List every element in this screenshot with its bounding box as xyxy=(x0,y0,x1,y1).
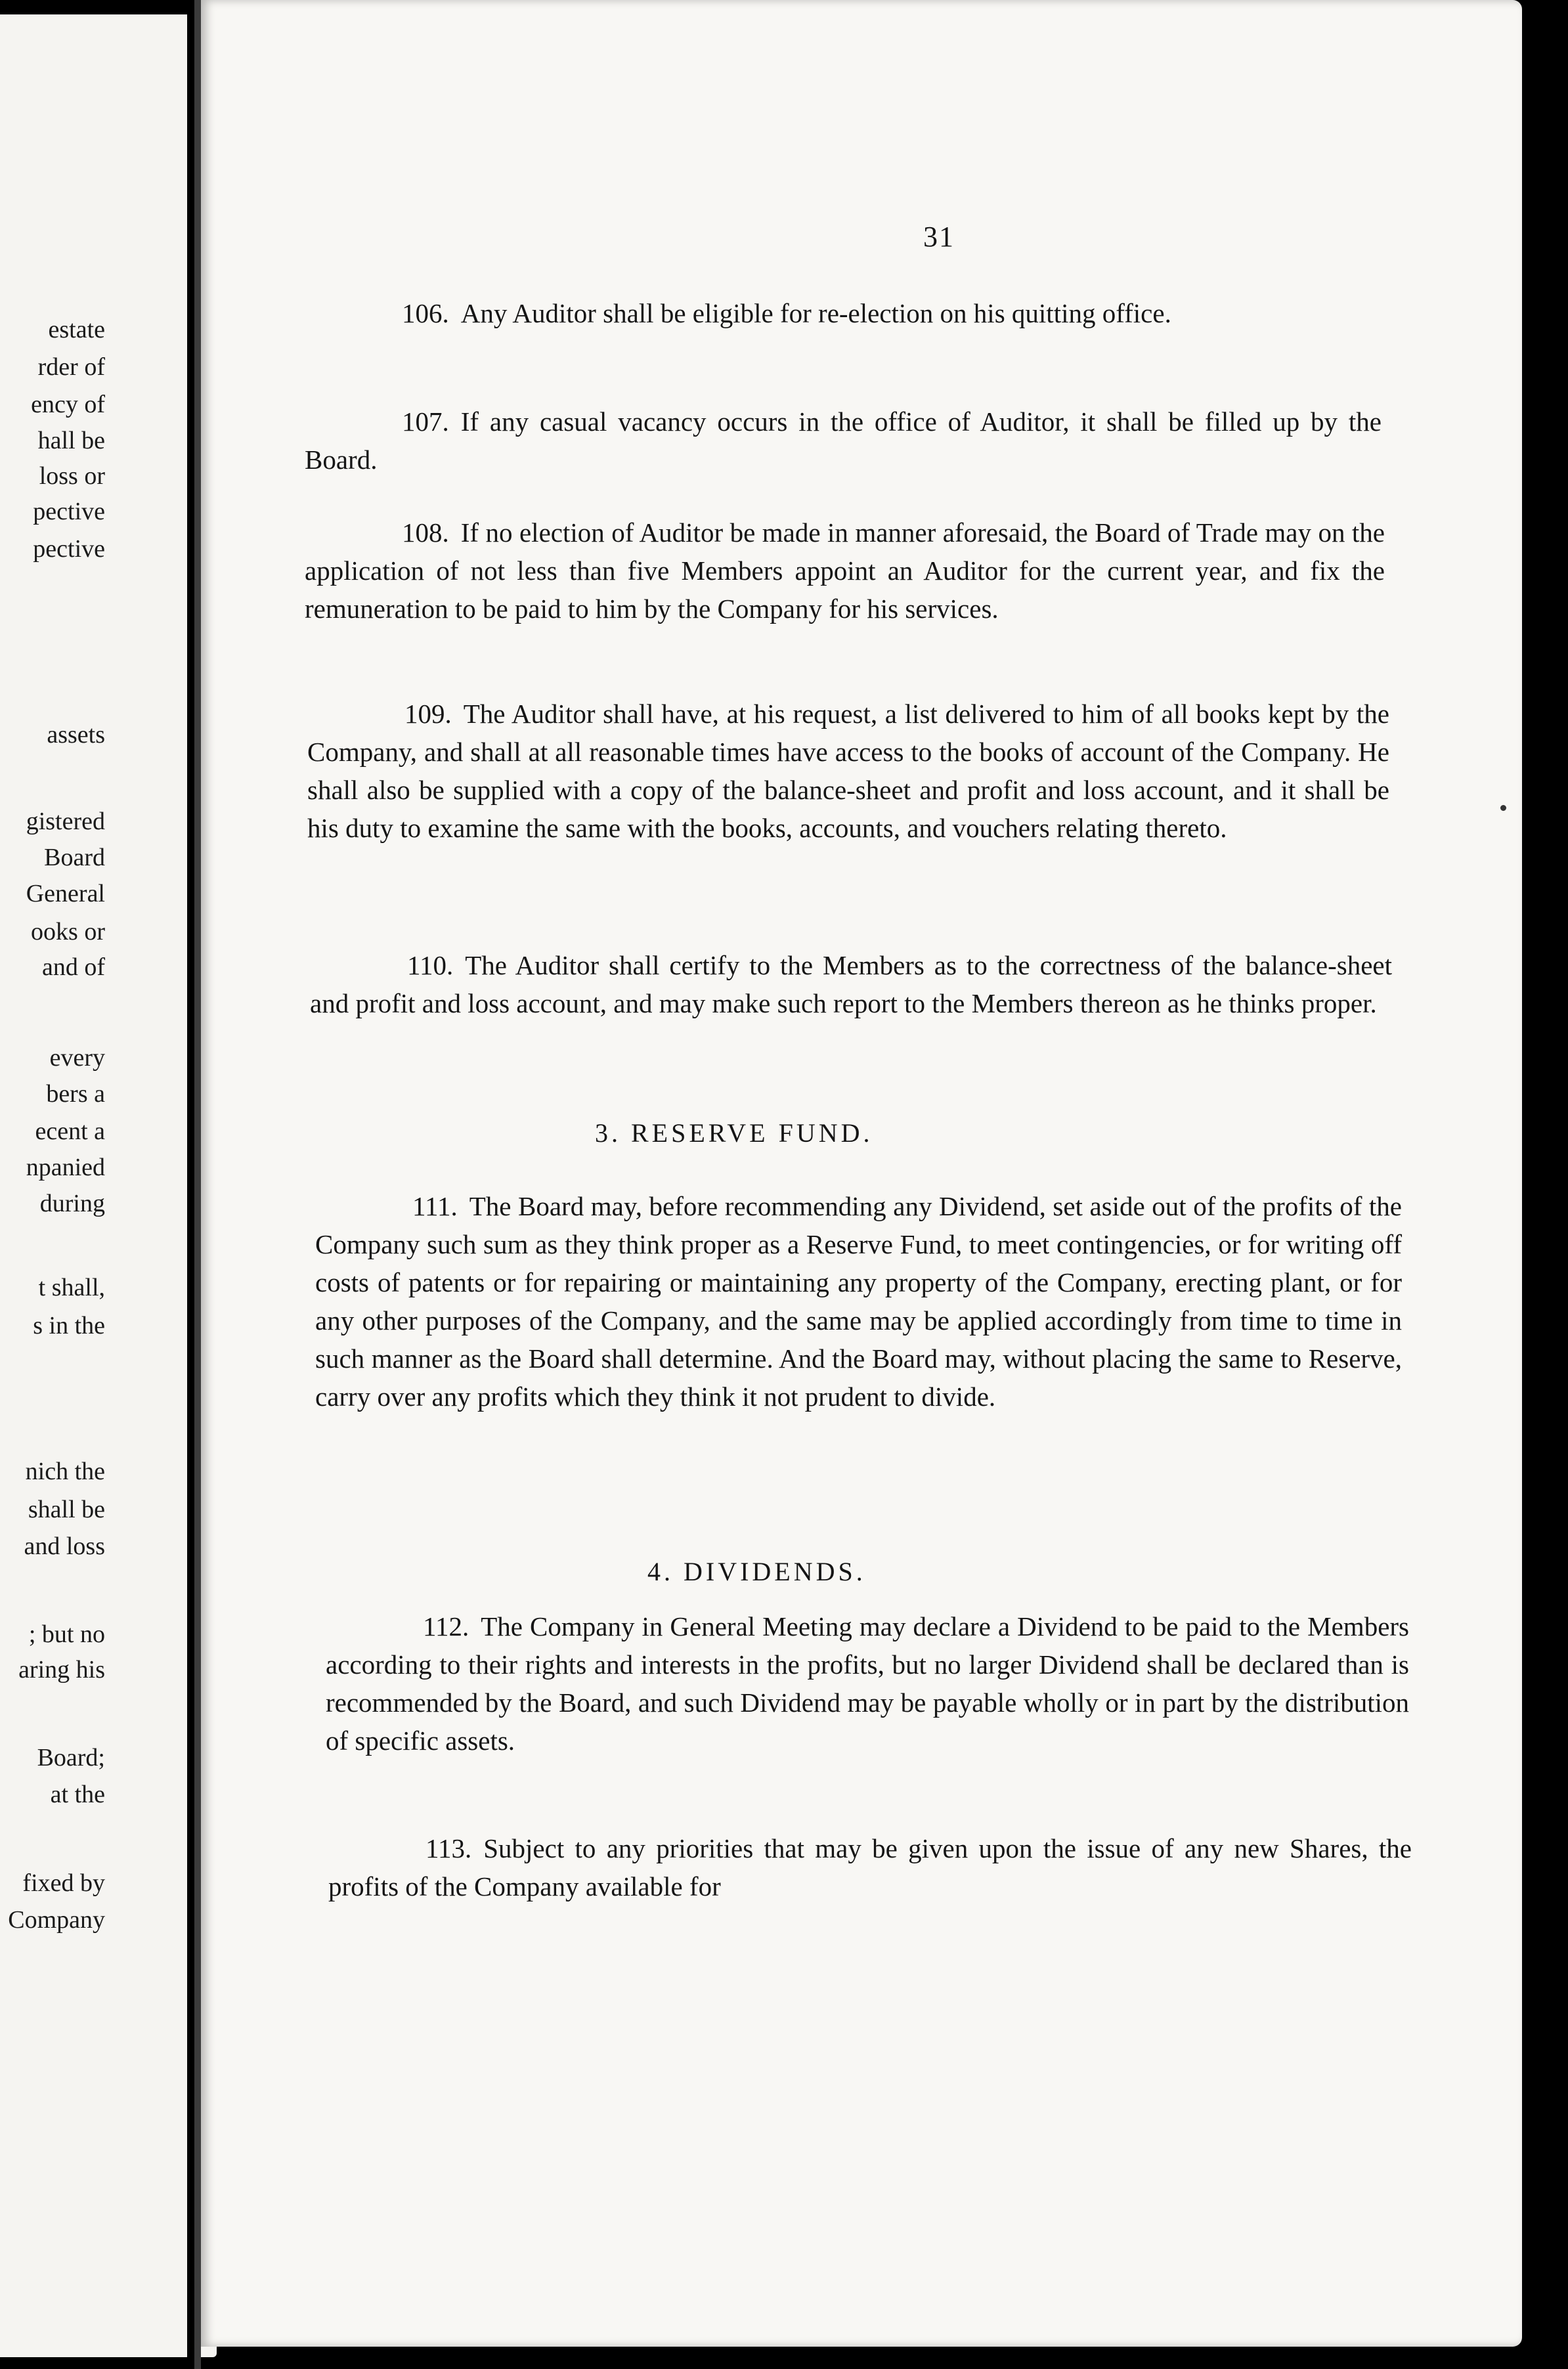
facing-page-line: ; but no xyxy=(28,1620,105,1648)
facing-page-line: Board xyxy=(44,844,105,871)
clause-number: 109. xyxy=(404,699,452,729)
facing-page-line: shall be xyxy=(28,1496,105,1523)
facing-page-line: and of xyxy=(41,953,105,981)
clause-text: Any Auditor shall be eligible for re-election on his quitting office. xyxy=(460,298,1171,328)
clause-107 xyxy=(305,402,1382,479)
facing-page-line: estate xyxy=(48,316,105,343)
clause-text: If any casual vacancy occurs in the office of Auditor, it shall be filled up by the Board. xyxy=(305,406,1382,475)
clause-108 xyxy=(305,513,1385,628)
facing-page-line: every xyxy=(49,1044,105,1072)
facing-page-line: and loss xyxy=(24,1532,105,1560)
facing-page-line: ecent a xyxy=(35,1118,105,1145)
facing-page-line: Board; xyxy=(37,1744,105,1771)
facing-page-line: hall be xyxy=(37,427,105,454)
clause-text: If no election of Auditor be made in manner aforesaid, the Board of Trade may on the application of not less than five Members appoint an Auditor for the current year, and fix the remuneration to be paid to him by the Company for his services. xyxy=(305,517,1385,624)
section-heading-reserve-fund: 3. RESERVE FUND. xyxy=(595,1118,873,1148)
ink-speck xyxy=(1500,805,1506,811)
section-heading-dividends: 4. DIVIDENDS. xyxy=(647,1557,866,1586)
facing-page-line: ency of xyxy=(31,391,105,418)
facing-page-fragment xyxy=(0,14,217,2357)
facing-page-line: Company xyxy=(8,1906,105,1934)
clause-number: 113. xyxy=(425,1833,472,1863)
facing-page-line: assets xyxy=(47,721,105,749)
clause-106 xyxy=(305,294,1382,332)
clause-text: The Auditor shall have, at his request, a list delivered to him of all books kept by the Company, and shall at all reasonable times have access to the books of account of the Company. He shall also be supplied with a copy of the balance-sheet and profit and loss account, and it shall be his duty to examine the same with the books, accounts, and vouchers relating thereto. xyxy=(307,699,1389,843)
facing-page-line: bers a xyxy=(46,1080,105,1108)
facing-page-line: aring his xyxy=(18,1656,105,1684)
facing-page-line: during xyxy=(39,1190,105,1217)
facing-page-line: nich the xyxy=(25,1458,105,1485)
clause-number: 110. xyxy=(407,950,454,980)
clause-109 xyxy=(307,695,1389,847)
clause-110 xyxy=(310,946,1392,1022)
page-edge xyxy=(194,0,201,2369)
facing-page-line: pective xyxy=(33,498,105,525)
clause-text: Subject to any priorities that may be given upon the issue of any new Shares, the profits of the Company available for xyxy=(328,1833,1412,1902)
clause-112 xyxy=(326,1607,1409,1760)
clause-113 xyxy=(328,1829,1412,1905)
page-number: 31 xyxy=(923,221,955,253)
facing-page-line: npanied xyxy=(26,1154,105,1181)
facing-page-line: loss or xyxy=(39,462,105,490)
clause-number: 106. xyxy=(402,298,449,328)
facing-page-line: t shall, xyxy=(38,1274,105,1301)
clause-number: 112. xyxy=(423,1611,469,1641)
clause-text: The Board may, before recommending any Dividend, set aside out of the profits of the Company such sum as they think proper as a Reserve Fund, to meet contingencies, or for writing off costs of patents or for repairing or maintaining any property of the Company, erecting plant, or for any other purposes of the Company, and the same may be applied accordingly from time to time in such manner as the Board shall determine. And the Board may, without placing the same to Reserve, carry over any profits which they think it not prudent to divide. xyxy=(315,1191,1402,1412)
clause-number: 108. xyxy=(402,517,449,548)
facing-page-line: General xyxy=(26,880,105,907)
facing-page-line: fixed by xyxy=(22,1869,105,1897)
facing-page-line: ooks or xyxy=(31,918,105,945)
clause-111 xyxy=(315,1187,1402,1416)
facing-page-line: s in the xyxy=(33,1312,105,1339)
facing-page-line: rder of xyxy=(37,353,105,381)
clause-number: 107. xyxy=(402,406,449,437)
clause-text: The Company in General Meeting may declare a Dividend to be paid to the Members according to their rights and interests in the profits, but no larger Dividend shall be declared than is recommended by the Board, and such Dividend may be payable wholly or in part by the distribution of specific assets. xyxy=(326,1611,1409,1756)
clause-text: The Auditor shall certify to the Members as to the correctness of the balance-sheet and profit and loss account, and may make such report to the Members thereon as he thinks proper. xyxy=(310,950,1392,1018)
facing-page-line: gistered xyxy=(26,808,105,835)
document-page xyxy=(201,0,1522,2347)
facing-page-line: at the xyxy=(50,1781,105,1808)
facing-page-line: pective xyxy=(33,535,105,563)
clause-number: 111. xyxy=(412,1191,458,1221)
